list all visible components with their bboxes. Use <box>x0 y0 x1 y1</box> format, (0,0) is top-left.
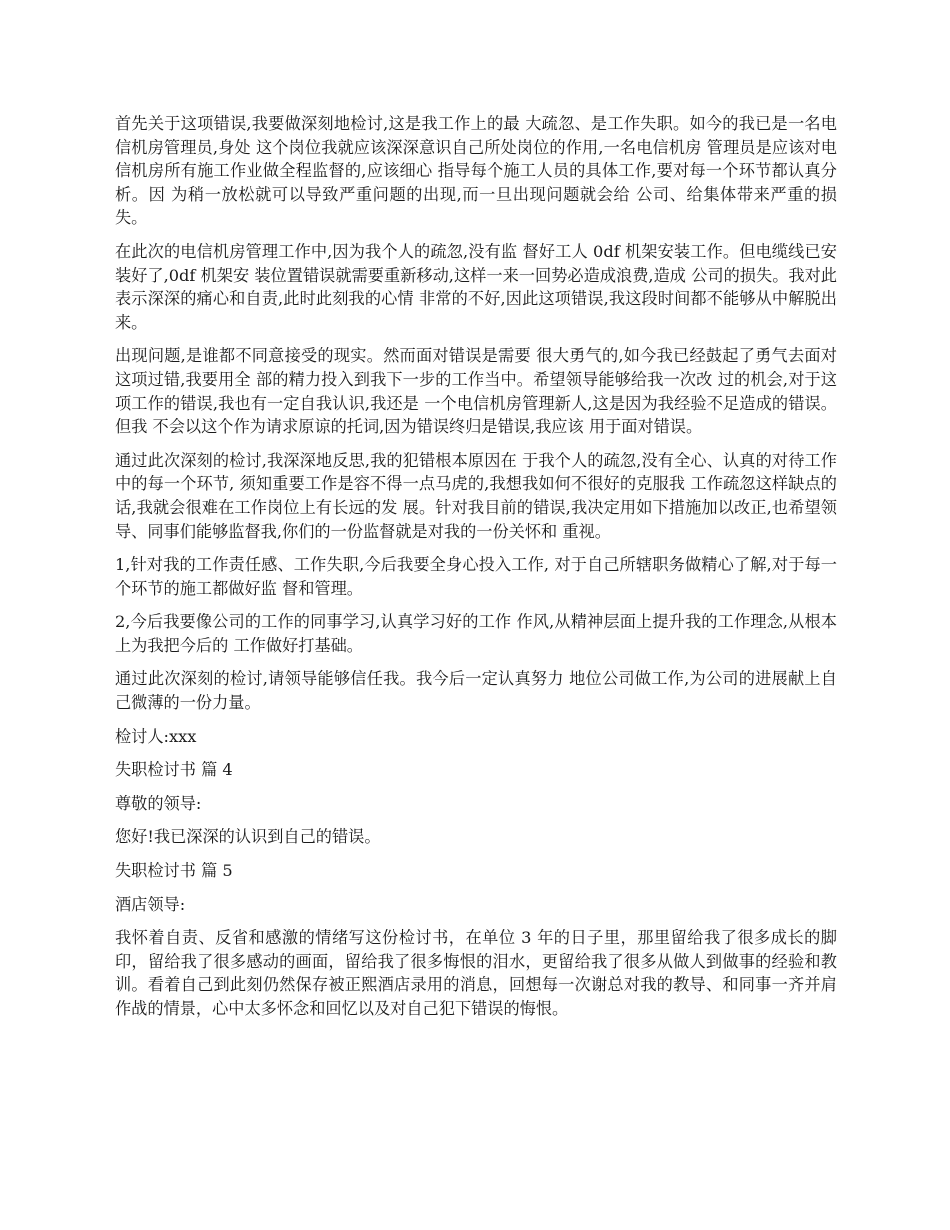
paragraph-measure-2: 2,今后我要像公司的工作的同事学习,认真学习好的工作 作风,从精神层面上提升我的工作理念,从根本上为我把今后的 工作做好打基础。 <box>115 612 837 655</box>
paragraph-error-review: 首先关于这项错误,我要做深刻地检讨,这是我工作上的最 大疏忽、是工作失职。如今的我已是一名电信机房管理员,身处 这个岗位我就应该深深意识自己所处岗位的作用,一名电信机房 管理员是应该对电信机房所有施工作业做全程监督的,应该细心 指导每个施工人员的具体工作,要对每一个环节都认真分析。因 为稍一放松就可以导致严重问题的出现,而一旦出现问题就会给 公司、给集体带来严重的损失。 <box>115 114 837 228</box>
paragraph-reflection: 通过此次深刻的检讨,我深深地反思,我的犯错根本原因在 于我个人的疏忽,没有全心、认真的对待工作中的每一个环节, 须知重要工作是容不得一点马虎的,我想我如何不很好的克服我 工作疏忽这样缺点的话,我就会很难在工作岗位上有长远的发 展。针对我目前的错误,我决定用如下措施加以改正,也希望领 导、同事们能够监督我,你们的一份监督就是对我的一份关怀和 重视。 <box>115 450 837 541</box>
greeting-line: 您好!我已深深的认识到自己的错误。 <box>115 827 381 847</box>
salutation-hotel-leader: 酒店领导: <box>115 894 186 914</box>
signature-line: 检讨人:xxx <box>115 726 197 746</box>
paragraph-odf-installation: 在此次的电信机房管理工作中,因为我个人的疏忽,没有监 督好工人 0df 机架安装工作。但电缆线已安装好了,0df 机架安 装位置错误就需要重新移动,这样一来一回势必造成浪费,造成 公司的损失。我对此表示深深的痛心和自责,此时此刻我的心情 非常的不好,因此这项错误,我这段时间都不能够从中解脱出来。 <box>115 241 837 332</box>
paragraph-closing: 通过此次深刻的检讨,请领导能够信任我。我今后一定认真努力 地位公司做工作,为公司的进展献上自己微薄的一份力量。 <box>115 669 837 713</box>
document-page <box>115 112 837 1031</box>
section-heading-5: 失职检讨书 篇 5 <box>115 861 233 881</box>
salutation-respected-leader: 尊敬的领导: <box>115 793 202 813</box>
paragraph-measure-1: 1,针对我的工作责任感、工作失职,今后我要全身心投入工作, 对于自己所辖职务做精心了解,对于每一个环节的施工都做好监 督和管理。 <box>115 555 837 598</box>
paragraph-hotel-letter: 我怀着自责、反省和感激的情绪写这份检讨书，在单位 3 年的日子里，那里留给我了很多成长的脚印，留给我了很多感动的画面，留给我了很多悔恨的泪水，更留给我了很多从做人到做事的经验和教训。看着自己到此刻仍然保存被正熙酒店录用的消息，回想每一次谢总对我的教导、和同事一齐并肩作战的情景，心中太多怀念和回忆以及对自己犯下错误的悔恨。 <box>115 928 837 1018</box>
section-heading-4: 失职检讨书 篇 4 <box>115 760 233 780</box>
paragraph-facing-mistake: 出现问题,是谁都不同意接受的现实。然而面对错误是需要 很大勇气的,如今我已经鼓起了勇气去面对这项过错,我要用全 部的精力投入到我下一步的工作当中。希望领导能够给我一次改 过的机会,对于这项工作的错误,我也有一定自我认识,我还是 一个电信机房管理新人,这是因为我经验不足造成的错误。但我 不会以这个作为请求原谅的托词,因为错误终归是错误,我应该 用于面对错误。 <box>115 346 837 437</box>
